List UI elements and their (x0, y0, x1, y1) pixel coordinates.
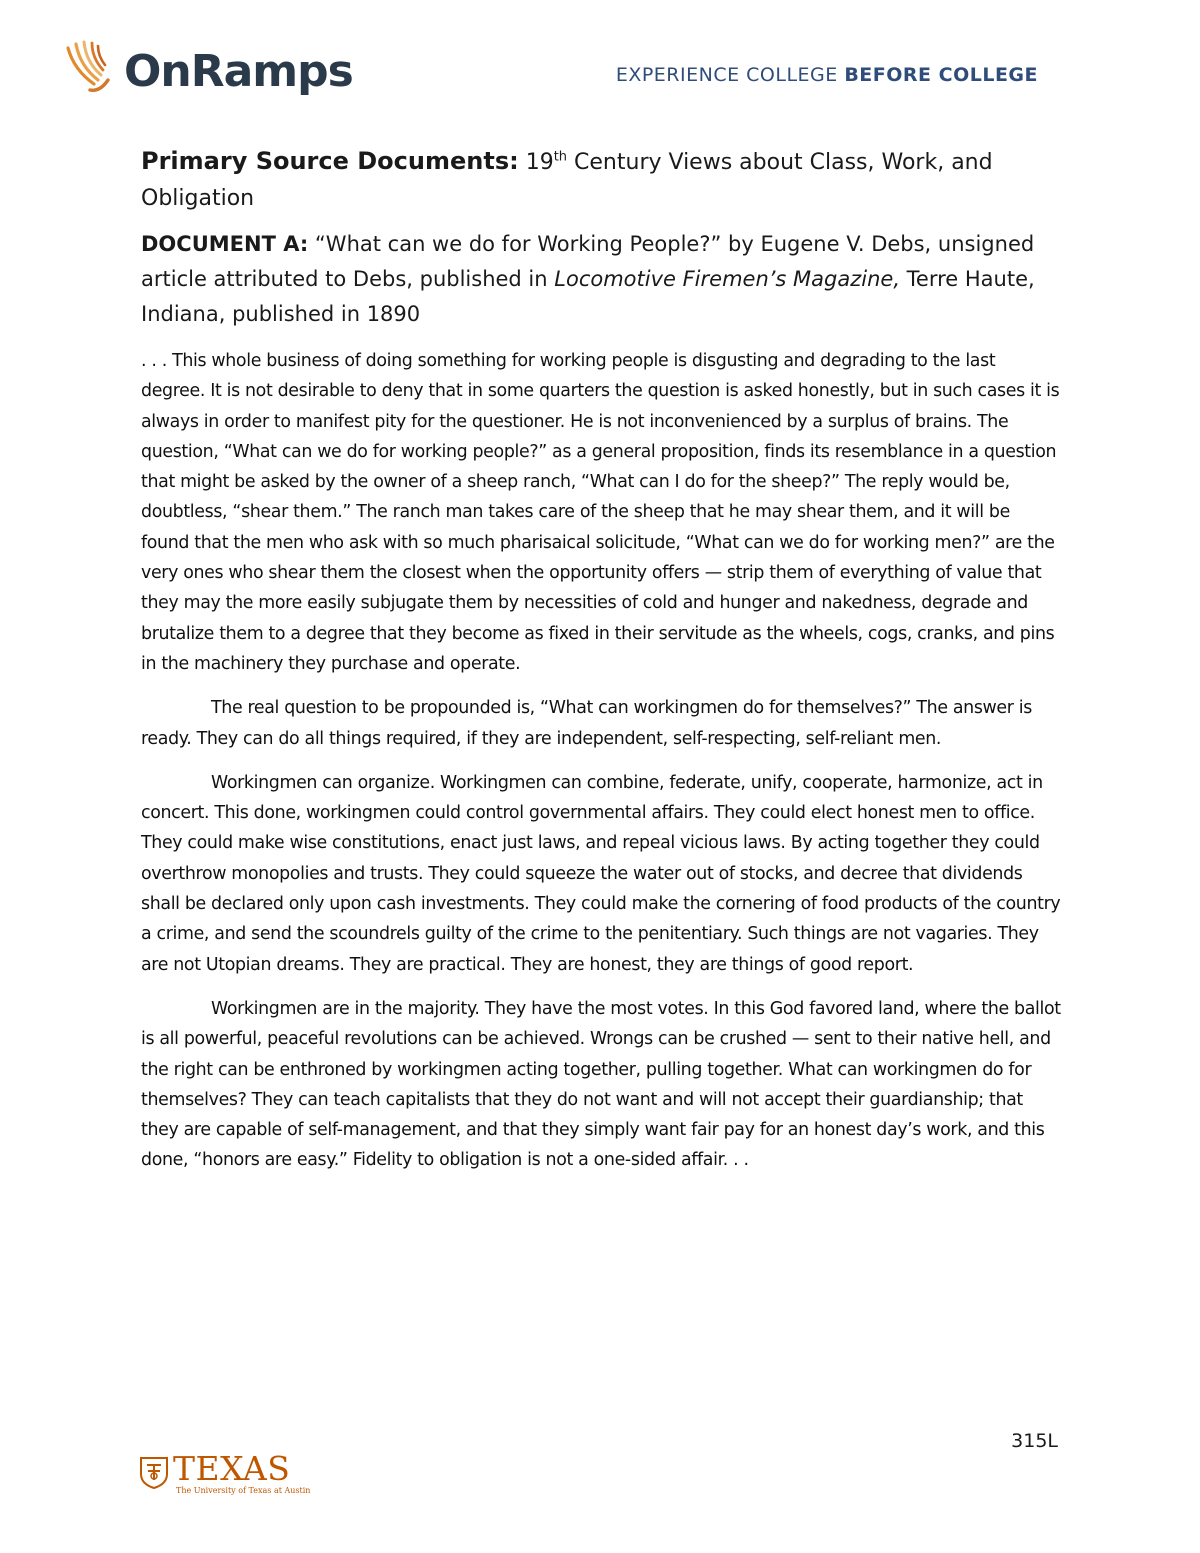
document-a-publication: Locomotive Firemen’s Magazine, (554, 267, 900, 291)
page-title-label: Primary Source Documents: (141, 147, 519, 175)
page-number: 315L (1011, 1430, 1058, 1452)
onramps-logo (64, 36, 353, 108)
ut-seal-icon (139, 1456, 169, 1490)
document-content (141, 143, 1061, 1190)
document-a-heading-text-1: “What can we do for Working People?” by Eugene V. Debs, unsigned article attributed to Debs, published in (141, 232, 1035, 291)
page-title (141, 143, 1061, 217)
document-a-heading-text-2: Terre Haute, Indiana, published in 1890 (141, 267, 1035, 326)
page-header (0, 0, 1200, 120)
ut-logo-subtext: The University of Texas at Austin (176, 1486, 311, 1495)
body-paragraph-4: Workingmen are in the majority. They have the most votes. In this God favored land, where the ballot is all powerful, peaceful revolutions can be achieved. Wrongs can be crushed — sent to their native hell, and the right can be enthroned by workingmen acting together, pulling together. What can workingmen do for themselves? They can teach capitalists that they do not want and will not accept their guardianship; that they are capable of self-management, and that they simply want fair pay for an honest day’s work, and this done, “honors are easy.” Fidelity to obligation is not a one-sided affair. . . (141, 998, 1061, 1171)
onramps-logo-text: OnRamps (124, 46, 353, 97)
ut-austin-logo (139, 1449, 311, 1502)
page-title-superscript: th (553, 149, 568, 165)
onramps-logo-icon (64, 40, 120, 104)
body-paragraph-2: The real question to be propounded is, “What can workingmen do for themselves?” The answer is ready. They can do all things required, if they are independent, self-respecting, self-reliant men. (141, 698, 1032, 749)
body-paragraph-3: Workingmen can organize. Workingmen can combine, federate, unify, cooperate, harmonize, act in concert. This done, workingmen could control governmental affairs. They could elect honest men to office. They could make wise constitutions, enact just laws, and repeal vicious laws. By acting together they could overthrow monopolies and trusts. They could squeeze the water out of stocks, and decree that dividends shall be declared only upon cash investments. They could make the cornering of food products of the country a crime, and send the scoundrels guilty of the crime to the penitentiary. Such things are not vagaries. They are not Utopian dreams. They are practical. They are honest, they are things of good report. (141, 772, 1061, 975)
body-paragraph-1: . . . This whole business of doing something for working people is disgusting and degrading to the last degree. It is not desirable to deny that in some quarters the question is asked honestly, but in such cases it is always in order to manifest pity for the questioner. He is not inconvenienced by a surplus of brains. The question, “What can we do for working people?” as a general proposition, finds its resemblance in a question that might be asked by the owner of a sheep ranch, “What can I do for the sheep?” The reply would be, doubtless, “shear them.” The ranch man takes care of the sheep that he may shear them, and it will be found that the men who ask with so much pharisaical solicitude, “What can we do for working men?” are the very ones who shear them the closest when the opportunity offers — strip them of everything of value that they may the more easily subjugate them by necessities of cold and hunger and nakedness, degrade and brutalize them to a degree that they become as fixed in their servitude as the wheels, cogs, cranks, and pins in the machinery they purchase and operate. (141, 351, 1060, 674)
ut-logo-wordmark: TEXAS (173, 1449, 291, 1488)
tagline-part-2: BEFORE COLLEGE (844, 64, 1038, 86)
tagline-part-1: EXPERIENCE COLLEGE (615, 64, 845, 86)
page-title-century: 19 (525, 150, 554, 175)
document-a-label: DOCUMENT A: (141, 232, 309, 256)
document-a-heading (141, 227, 1061, 332)
page-title-rest: Century Views about Class, Work, and Obligation (141, 150, 993, 211)
header-tagline (616, 64, 1038, 86)
